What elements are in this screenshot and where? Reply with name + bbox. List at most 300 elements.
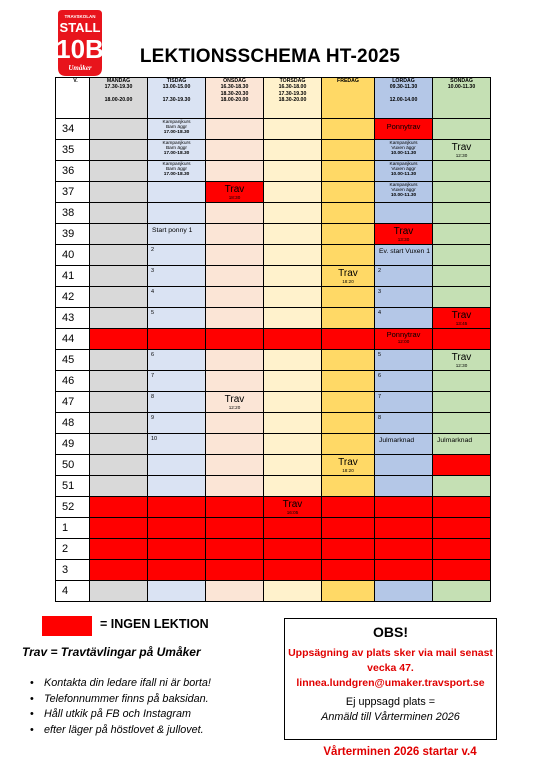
logo-line-2: STALL	[59, 20, 101, 35]
day-time: 09.30-11.30	[389, 84, 418, 91]
legend-no-lesson: = INGEN LEKTION	[100, 617, 209, 631]
cell-fre-48	[322, 413, 375, 434]
cell-man-44	[90, 329, 148, 350]
cell-tor-46	[264, 371, 322, 392]
cell-fre-46	[322, 371, 375, 392]
cell-fre-45	[322, 350, 375, 371]
cell-tis-41	[148, 266, 206, 287]
cell-tis-40	[148, 245, 206, 266]
obs-black-line	[285, 710, 496, 725]
logo-line-1: TRAVSKOLAN	[64, 14, 96, 19]
lesson-number: 5	[151, 310, 155, 316]
cell-fre-49	[322, 434, 375, 455]
lesson-number: 6	[151, 352, 155, 358]
day-time: 16.30-18.30	[220, 84, 249, 91]
day-time: 18.00-20.00	[220, 96, 249, 103]
cell-man-38	[90, 203, 148, 224]
cell-son-51	[433, 476, 491, 497]
cell-man-43	[90, 308, 148, 329]
logo-line-3: 10B	[56, 34, 104, 64]
cell-tis-35	[148, 140, 206, 161]
cell-man-41	[90, 266, 148, 287]
course-info	[148, 140, 205, 157]
cell-son-41	[433, 266, 491, 287]
day-name: TORSDAG	[279, 78, 306, 84]
cell-man-47	[90, 392, 148, 413]
cell-son-45	[433, 350, 491, 371]
ponnytrav-label: Ponnytrav	[386, 122, 421, 131]
trav-time: 18:20	[342, 279, 354, 284]
day-time: 10.00-11.30	[447, 84, 476, 91]
cell-tis-44	[148, 329, 206, 350]
week-row	[56, 518, 491, 539]
cell-son-3	[433, 560, 491, 581]
cell-son-40	[433, 245, 491, 266]
course-line: Barn äggr	[165, 146, 188, 152]
day-header-lordag	[375, 78, 433, 119]
cell-ons-4	[206, 581, 264, 602]
course-line: 10.00-11.30	[390, 172, 417, 178]
course-line: Barn äggr	[165, 167, 188, 173]
cell-lor-43	[375, 308, 433, 329]
trav-time: 18:30	[228, 195, 241, 200]
trav-time: 12:30	[455, 363, 468, 368]
cell-man-48	[90, 413, 148, 434]
course-line: 17.00-18.30	[163, 172, 190, 178]
cell-ons-48	[206, 413, 264, 434]
cell-note: Start ponny 1	[152, 227, 193, 234]
week-row	[56, 434, 491, 455]
cell-son-39	[433, 224, 491, 245]
cell-son-48	[433, 413, 491, 434]
cell-ons-42	[206, 287, 264, 308]
cell-tor-43	[264, 308, 322, 329]
cell-ons-34	[206, 119, 264, 140]
obs-email-link[interactable]: linnea.lundgren@umaker.travsport.se	[296, 677, 485, 689]
cell-tis-36	[148, 161, 206, 182]
stall-10b-logo	[52, 10, 108, 78]
cell-tis-4	[148, 581, 206, 602]
cell-note: Ev. start Vuxen 1	[379, 248, 430, 255]
bullet-item: • Kontakta din ledare ifall ni är borta!	[30, 676, 211, 692]
week-number: 2	[56, 539, 90, 560]
course-line: 10.00-11.30	[390, 193, 417, 199]
cell-fre-52	[322, 497, 375, 518]
cell-son-36	[433, 161, 491, 182]
week-number: 1	[56, 518, 90, 539]
week-number: 48	[56, 413, 90, 434]
cell-son-37	[433, 182, 491, 203]
cell-tis-3	[148, 560, 206, 581]
obs-box	[284, 618, 497, 740]
week-number: 40	[56, 245, 90, 266]
cell-fre-3	[322, 560, 375, 581]
cell-lor-2	[375, 539, 433, 560]
week-row	[56, 140, 491, 161]
trav-label: Trav	[393, 226, 414, 237]
cell-man-35	[90, 140, 148, 161]
day-name: ONSDAG	[223, 78, 246, 84]
day-header-torsdag	[264, 78, 322, 119]
day-time: 17.30-19.30	[162, 96, 191, 103]
cell-ons-38	[206, 203, 264, 224]
lesson-number: 7	[378, 394, 382, 400]
cell-tor-49	[264, 434, 322, 455]
course-line: 10.00-11.30	[390, 151, 417, 157]
cell-fre-38	[322, 203, 375, 224]
week-number: 3	[56, 560, 90, 581]
cell-tis-43	[148, 308, 206, 329]
week-number: 42	[56, 287, 90, 308]
cell-fre-41	[322, 266, 375, 287]
cell-ons-46	[206, 371, 264, 392]
cell-tor-35	[264, 140, 322, 161]
course-line: Barn äggr	[165, 125, 188, 131]
lesson-number: 4	[151, 289, 155, 295]
cell-tor-40	[264, 245, 322, 266]
page-title: LEKTIONSSCHEMA HT-2025	[139, 46, 401, 67]
course-line: Kampanjkurs	[389, 183, 418, 188]
course-line: Kampanjkurs	[162, 120, 191, 125]
cell-lor-41	[375, 266, 433, 287]
cell-tis-42	[148, 287, 206, 308]
cell-son-44	[433, 329, 491, 350]
obs-title: OBS!	[373, 624, 408, 640]
course-line: Vuxen äggr	[391, 146, 416, 152]
trav-time: 12:30	[455, 153, 468, 158]
week-row	[56, 497, 491, 518]
course-info	[148, 119, 205, 136]
obs-enrollment-note	[285, 695, 496, 725]
cell-ons-3	[206, 560, 264, 581]
cell-tor-50	[264, 455, 322, 476]
day-header-onsdag	[206, 78, 264, 119]
trav-label: Trav	[224, 184, 245, 195]
day-name: MÅNDAG	[106, 78, 131, 84]
day-time: 12.00-14.00	[389, 96, 418, 103]
lesson-number: 3	[378, 289, 382, 295]
obs-red-line: vecka 47.	[367, 662, 414, 674]
week-number: 46	[56, 371, 90, 392]
cell-lor-51	[375, 476, 433, 497]
trav-label: Trav	[224, 394, 245, 405]
cell-ons-44	[206, 329, 264, 350]
cell-lor-37	[375, 182, 433, 203]
cell-tor-52	[264, 497, 322, 518]
bullet-item: • Håll utkik på FB och Instagram	[30, 707, 211, 723]
cell-tor-4	[264, 581, 322, 602]
week-number: 45	[56, 350, 90, 371]
trav-time: 16:05	[286, 510, 299, 515]
obs-black-line: Ej uppsagd plats =	[345, 696, 436, 708]
lesson-number: 6	[378, 373, 382, 379]
cell-ons-40	[206, 245, 264, 266]
lesson-number: 2	[151, 247, 155, 253]
day-header-sondag	[433, 78, 491, 119]
obs-black-line-italic: Anmäld till Vårterminen 2026	[321, 711, 460, 723]
cell-son-1	[433, 518, 491, 539]
cell-man-46	[90, 371, 148, 392]
lesson-number: 9	[151, 415, 155, 421]
cell-man-39	[90, 224, 148, 245]
cell-lor-34	[375, 119, 433, 140]
cell-fre-35	[322, 140, 375, 161]
trav-label: Trav	[338, 268, 358, 279]
trav-label: Trav	[282, 499, 303, 510]
cell-fre-39	[322, 224, 375, 245]
day-header-tisdag	[148, 78, 206, 119]
cell-tis-51	[148, 476, 206, 497]
cell-son-38	[433, 203, 491, 224]
week-number: 51	[56, 476, 90, 497]
cell-lor-44	[375, 329, 433, 350]
cell-fre-40	[322, 245, 375, 266]
cell-man-36	[90, 161, 148, 182]
cell-lor-36	[375, 161, 433, 182]
week-row	[56, 182, 491, 203]
cell-man-3	[90, 560, 148, 581]
cell-note: Julmarknad	[437, 437, 473, 444]
trav-label: Trav	[451, 142, 472, 153]
cell-lor-45	[375, 350, 433, 371]
cell-fre-4	[322, 581, 375, 602]
cell-son-2	[433, 539, 491, 560]
day-time: 18.30-20.30	[220, 90, 249, 97]
obs-cancellation-notice	[285, 646, 496, 691]
week-number: 47	[56, 392, 90, 413]
cell-man-49	[90, 434, 148, 455]
bullet-item: • efter läger på höstlovet & jullovet.	[30, 723, 211, 739]
week-row	[56, 245, 491, 266]
cell-tor-36	[264, 161, 322, 182]
cell-son-47	[433, 392, 491, 413]
cell-man-34	[90, 119, 148, 140]
week-row	[56, 119, 491, 140]
cell-tis-39	[148, 224, 206, 245]
cell-tor-2	[264, 539, 322, 560]
header-row	[56, 78, 491, 119]
cell-tis-49	[148, 434, 206, 455]
cell-lor-42	[375, 287, 433, 308]
course-info	[148, 161, 205, 178]
cell-tor-45	[264, 350, 322, 371]
cell-ons-2	[206, 539, 264, 560]
cell-fre-34	[322, 119, 375, 140]
obs-red-line: Uppsägning av plats sker via mail senast	[288, 647, 493, 659]
spring-term-start-note: Vårterminen 2026 startar v.4	[323, 746, 477, 758]
cell-tis-2	[148, 539, 206, 560]
trav-label: Trav	[451, 310, 472, 321]
week-row	[56, 308, 491, 329]
week-number: 49	[56, 434, 90, 455]
lesson-number: 2	[378, 268, 382, 274]
week-row	[56, 266, 491, 287]
week-number: 39	[56, 224, 90, 245]
week-row	[56, 203, 491, 224]
cell-lor-4	[375, 581, 433, 602]
week-row	[56, 539, 491, 560]
cell-ons-39	[206, 224, 264, 245]
day-time: 16.30-18.00	[278, 84, 307, 91]
cell-tor-47	[264, 392, 322, 413]
week-number: 36	[56, 161, 90, 182]
week-number: 34	[56, 119, 90, 140]
cell-fre-47	[322, 392, 375, 413]
week-row	[56, 476, 491, 497]
course-line: Vuxen äggr	[391, 167, 416, 173]
course-info	[375, 140, 432, 157]
cell-man-40	[90, 245, 148, 266]
course-line: Kampanjkurs	[389, 162, 418, 167]
cell-son-42	[433, 287, 491, 308]
course-line: Kampanjkurs	[389, 141, 418, 146]
cell-ons-35	[206, 140, 264, 161]
cell-tor-51	[264, 476, 322, 497]
cell-tor-38	[264, 203, 322, 224]
trav-time: 18:20	[342, 468, 354, 473]
cell-tor-39	[264, 224, 322, 245]
week-row	[56, 287, 491, 308]
week-number: 37	[56, 182, 90, 203]
ponnytrav-label: Ponnytrav	[386, 330, 421, 339]
bullet-item: • Telefonnummer finns på baksidan.	[30, 692, 211, 708]
week-number: 38	[56, 203, 90, 224]
cell-fre-44	[322, 329, 375, 350]
cell-tor-41	[264, 266, 322, 287]
course-line: 17.00-18.30	[163, 130, 190, 136]
lesson-number: 10	[151, 436, 158, 442]
week-row	[56, 371, 491, 392]
cell-son-35	[433, 140, 491, 161]
cell-lor-52	[375, 497, 433, 518]
cell-son-52	[433, 497, 491, 518]
cell-man-1	[90, 518, 148, 539]
lesson-number: 3	[151, 268, 155, 274]
cell-note: Julmarknad	[379, 437, 415, 444]
cell-ons-47	[206, 392, 264, 413]
cell-tis-45	[148, 350, 206, 371]
cell-fre-37	[322, 182, 375, 203]
cell-son-49	[433, 434, 491, 455]
week-number: 41	[56, 266, 90, 287]
cell-ons-43	[206, 308, 264, 329]
cell-tor-48	[264, 413, 322, 434]
cell-ons-49	[206, 434, 264, 455]
cell-man-4	[90, 581, 148, 602]
cell-tor-37	[264, 182, 322, 203]
week-row	[56, 350, 491, 371]
cell-ons-52	[206, 497, 264, 518]
legend-red-swatch	[42, 616, 92, 636]
lesson-number: 5	[378, 352, 382, 358]
cell-man-51	[90, 476, 148, 497]
cell-tor-3	[264, 560, 322, 581]
logo-line-4: Umåker	[68, 64, 92, 72]
cell-tis-52	[148, 497, 206, 518]
course-line: Kampanjkurs	[162, 162, 191, 167]
lesson-number: 8	[151, 394, 155, 400]
course-line: Kampanjkurs	[162, 141, 191, 146]
trav-time: 13:30	[397, 237, 410, 242]
week-row	[56, 392, 491, 413]
cell-man-50	[90, 455, 148, 476]
cell-tis-1	[148, 518, 206, 539]
day-time: 18.00-20.00	[104, 96, 133, 103]
week-row	[56, 329, 491, 350]
schedule-table	[55, 77, 491, 602]
cell-ons-41	[206, 266, 264, 287]
cell-son-46	[433, 371, 491, 392]
week-row	[56, 455, 491, 476]
week-number: 43	[56, 308, 90, 329]
day-time: 17.30-19.30	[104, 84, 133, 91]
week-row	[56, 224, 491, 245]
day-name: LÖRDAG	[392, 78, 415, 84]
cell-ons-45	[206, 350, 264, 371]
cell-tis-50	[148, 455, 206, 476]
cell-ons-51	[206, 476, 264, 497]
trav-label: Trav	[338, 457, 358, 468]
cell-tor-34	[264, 119, 322, 140]
cell-fre-51	[322, 476, 375, 497]
day-name: FREDAG	[337, 78, 359, 84]
cell-man-45	[90, 350, 148, 371]
cell-tis-48	[148, 413, 206, 434]
cell-fre-50	[322, 455, 375, 476]
info-bullets	[30, 676, 211, 738]
cell-lor-39	[375, 224, 433, 245]
week-number: 52	[56, 497, 90, 518]
day-time: 18.30-20.00	[278, 96, 307, 103]
day-name: TISDAG	[166, 78, 187, 84]
cell-ons-36	[206, 161, 264, 182]
cell-tis-38	[148, 203, 206, 224]
cell-ons-50	[206, 455, 264, 476]
day-name: SÖNDAG	[450, 78, 473, 84]
cell-fre-2	[322, 539, 375, 560]
cell-fre-36	[322, 161, 375, 182]
week-number: 4	[56, 581, 90, 602]
cell-son-4	[433, 581, 491, 602]
trav-time: 12:20	[228, 405, 241, 410]
day-header-fredag	[322, 78, 375, 119]
cell-lor-46	[375, 371, 433, 392]
week-row	[56, 161, 491, 182]
cell-fre-43	[322, 308, 375, 329]
cell-man-42	[90, 287, 148, 308]
cell-son-34	[433, 119, 491, 140]
cell-lor-49	[375, 434, 433, 455]
cell-fre-42	[322, 287, 375, 308]
cell-man-2	[90, 539, 148, 560]
cell-tis-37	[148, 182, 206, 203]
cell-fre-1	[322, 518, 375, 539]
week-row	[56, 413, 491, 434]
week-number: 35	[56, 140, 90, 161]
week-number: 50	[56, 455, 90, 476]
cell-ons-1	[206, 518, 264, 539]
lesson-number: 8	[378, 415, 382, 421]
cell-tis-34	[148, 119, 206, 140]
cell-tor-1	[264, 518, 322, 539]
cell-tis-47	[148, 392, 206, 413]
lesson-number: 7	[151, 373, 155, 379]
trav-label: Trav	[451, 352, 472, 363]
course-info	[375, 161, 432, 178]
cell-tor-44	[264, 329, 322, 350]
cell-lor-38	[375, 203, 433, 224]
cell-son-43	[433, 308, 491, 329]
